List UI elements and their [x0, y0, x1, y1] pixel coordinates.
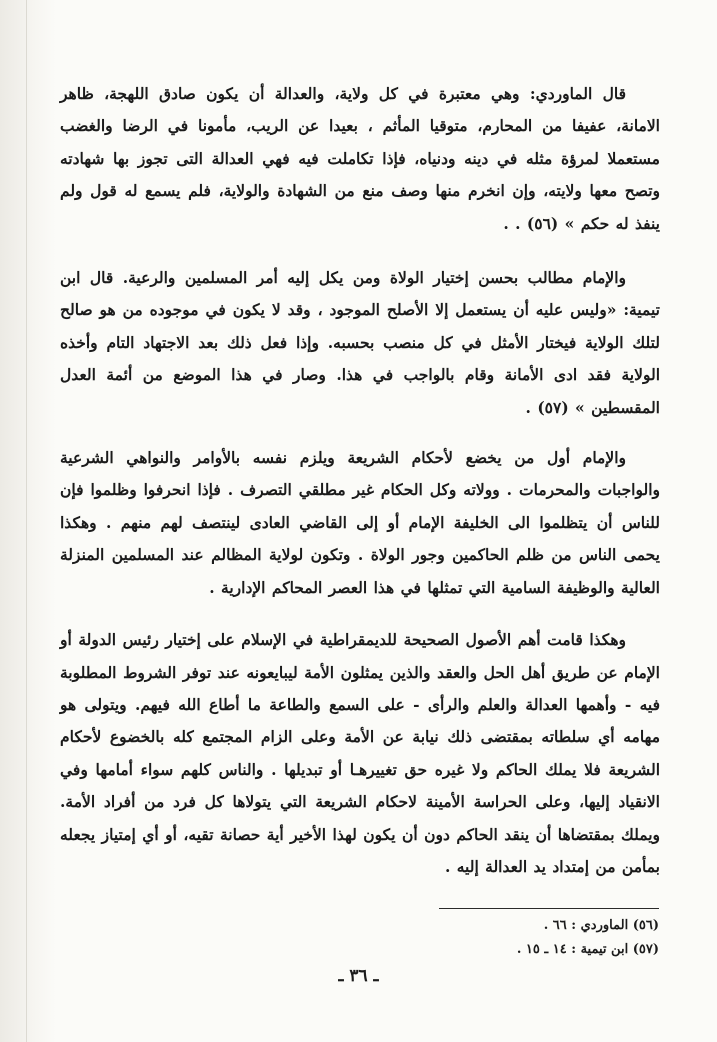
paragraph-imam-subject-to-law: والإمام أول من يخضع لأحكام الشريعة ويلزم نفسه بالأوامر والنواهي الشرعية والواجبات والمحرمات . وولاته وكل الحكام غير مطلقي التصرف . فإذا انحرفوا وظلموا فإن للناس أن يتظلموا الى الخليفة الإمام أو إلى القاضي العادى لينتصف لهم منهم . وهكذا يحمى الناس من ظلم الحاكمين وجور الولاة . وتكون لولاية المظالم عند المسلمين المنزلة العالية والوظيفة السامية التي تمثلها في هذا العصر المحاكم الإدارية . [60, 448, 660, 597]
footnote-56: (٥٦) الماوردي : ٦٦ . [543, 918, 659, 933]
page-number: ـ ٣٦ ـ [338, 966, 379, 986]
page-body [60, 78, 660, 905]
footnote-57: (٥٧) ابن تيمية : ١٤ ـ ١٥ . [516, 942, 659, 957]
paragraph-mawardi-justice: قال الماوردي: وهي معتبرة في كل ولاية، والعدالة أن يكون صادق اللهجة، ظاهر الامانة، عفيفا من المحارم، متوقيا المأثم ، بعيدا عن الريب، مأمونا في الرضا والغضب مستعملا لمرؤة مثله في دينه ودنياه، فإذا تكاملت فيه فهي العدالة التى تجوز بها شهادته وتصح معها ولايته، وإن انخرم منها وصف منع من الشهادة والولاية، فلم يسمع له قول ولم ينفذ له حكم » (٥٦) . . [60, 84, 660, 233]
footnotes [59, 914, 659, 962]
scan-fold-line [26, 0, 27, 1042]
paragraph-democratic-principles: وهكذا قامت أهم الأصول الصحيحة للديمقراطية في الإسلام على إختيار رئيس الدولة أو الإمام عن طريق أهل الحل والعقد والذين يمثلون الأمة ليبايعونه عند توفر الشروط المطلوبة فيه - وأهمها العدالة والعلم والرأى - على السمع والطاعة ما أطاع الله فيهم. ويتولى هو مهامه أي سلطاته بمقتضى ذلك نيابة عن الأمة وعلى الزام المجتمع كله بالخضوع لأحكام الشريعة فلا يملك الحاكم ولا غيره حق تغييرهـا أو تبديلها . والناس كلهم سواء أمامها وفي الانقياد إليها، وعلى الحراسة الأمينة لاحكام الشريعة التي يتولاها كل فرد من أفراد الأمة. ويملك بمقتضاها أن ينقد الحاكم دون أن يكون لهذا الأخير أية حصانة تقيه، أو أي إمتياز يجعله بمأمن من إمتداد يد العدالة إليه . [60, 630, 660, 876]
footnote-divider [439, 908, 659, 909]
scan-margin [0, 0, 56, 1042]
paragraph-choosing-governors: والإمام مطالب بحسن إختيار الولاة ومن يكل إليه أمر المسلمين والرعية. قال ابن تيمية: «وليس عليه أن يستعمل إلا الأصلح الموجود ، وقد لا يكون في موجوده من هو صالح لتلك الولاية فيختار الأمثل في كل منصب بحسبه. وإذا فعل ذلك بعد الاجتهاد التام وأخذه الولاية فقد ادى الأمانة وقام بالواجب في هذا. وصار في هذا الموضع من أئمة العدل المقسطين » (٥٧) . [60, 268, 660, 417]
